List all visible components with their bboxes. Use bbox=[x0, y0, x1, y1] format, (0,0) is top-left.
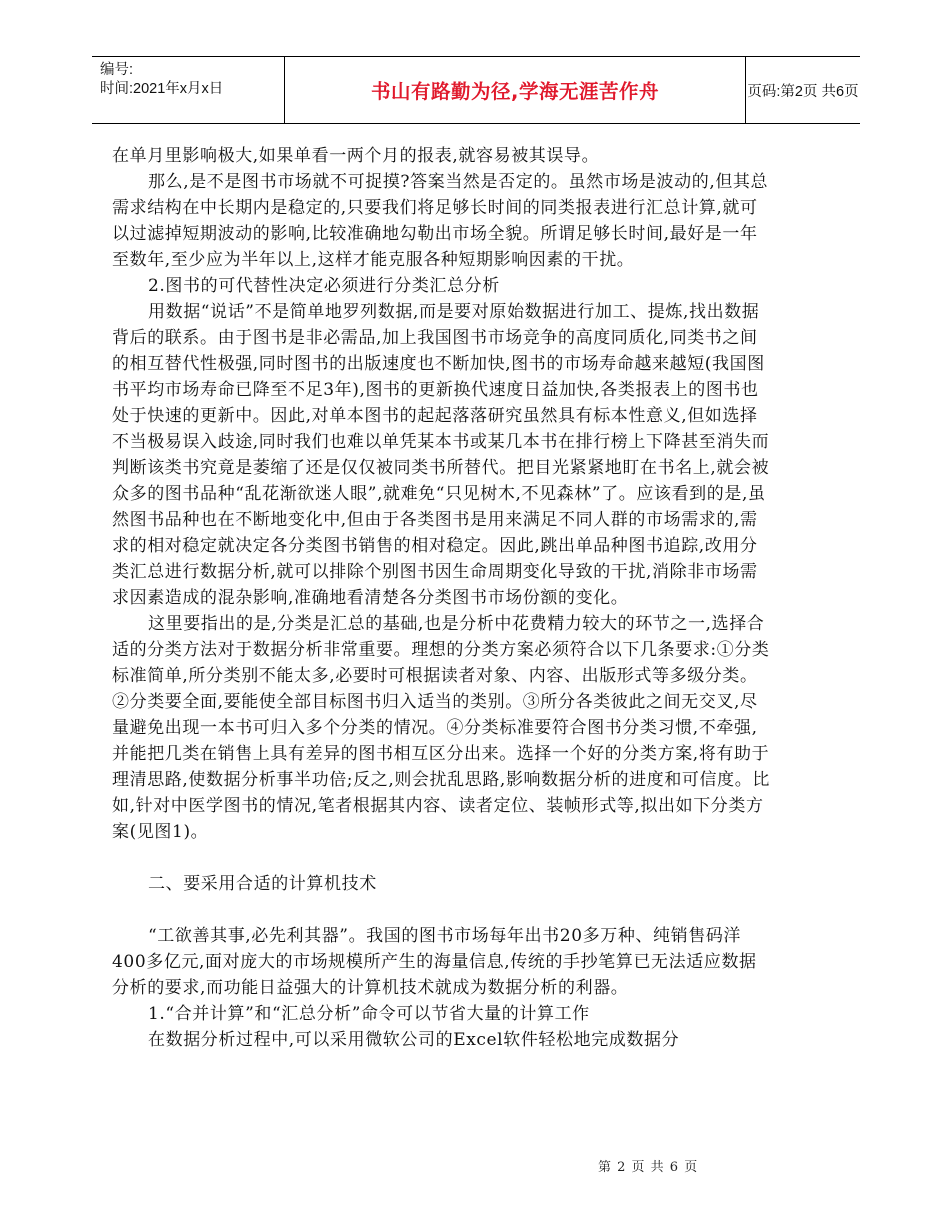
paragraph: 用数据“说话”不是简单地罗列数据,而是要对原始数据进行加工、提炼,找出数据背后的联系。由于图书是非必需品,加上我国图书市场竞争的高度同质化,同类书之间的相互替代性极强,同时图书的出版速度也不断加快,图书的市场寿命越来越短(我国图书平均市场寿命已降至不足3年),图书的更新换代速度日益加快,各类报表上的图书也处于快速的更新中。因此,对单本图书的起起落落研究虽然具有标本性意义,但如选择不当极易误入歧途,同时我们也难以单凭某本书或某几本书在排行榜上下降甚至消失而判断该类书究竟是萎缩了还是仅仅被同类书所替代。把目光紧紧地盯在书名上,就会被众多的图书品种“乱花渐欲迷人眼”,就难免“只见树木,不见森林”了。应该看到的是,虽然图书品种也在不断地变化中,但由于各类图书是用来满足不同人群的市场需求的,需求的相对稳定就决定各分类图书销售的相对稳定。因此,跳出单品种图书追踪,改用分类汇总进行数据分析,就可以排除个别图书因生命周期变化导致的干扰,消除非市场需求因素造成的混杂影响,准确地看清楚各分类图书市场份额的变化。 bbox=[112, 302, 770, 608]
paragraph: 这里要指出的是,分类是汇总的基础,也是分析中花费精力较大的环节之一,选择合适的分类方法对于数据分析非常重要。理想的分类方案必须符合以下几条要求:①分类标准简单,所分类别不能太多,必要时可根据读者对象、内容、出版形式等多级分类。②分类要全面,要能使全部目标图书归入适当的类别。③所分各类彼此之间无交叉,尽量避免出现一本书可归入多个分类的情况。④分类标准要符合图书分类习惯,不牵强,并能把几类在销售上具有差异的图书相互区分出来。选择一个好的分类方案,将有助于理清思路,使数据分析事半功倍;反之,则会扰乱思路,影响数据分析的进度和可信度。比如,针对中医学图书的情况,笔者根据其内容、读者定位、装帧形式等,拟出如下分类方案(见图1)。 bbox=[112, 614, 770, 842]
header-meta bbox=[92, 57, 284, 123]
paragraph: 那么,是不是图书市场就不可捉摸?答案当然是否定的。虽然市场是波动的,但其总需求结构在中长期内是稳定的,只要我们将足够长时间的同类报表进行汇总计算,就可以过滤掉短期波动的影响,比较准确地勾勒出市场全貌。所谓足够长时间,最好是一年至数年,至少应为半年以上,这样才能克服各种短期影响因素的干扰。 bbox=[112, 172, 769, 270]
chapter-heading: 二、要采用合适的计算机技术 bbox=[148, 874, 377, 894]
paragraph: 在数据分析过程中,可以采用微软公司的Excel软件轻松地完成数据分 bbox=[148, 1030, 680, 1050]
section-heading: 1.“合并计算”和“汇总分析”命令可以节省大量的计算工作 bbox=[148, 1004, 590, 1024]
header-motto: 书山有路勤为径,学海无涯苦作舟 bbox=[284, 57, 746, 123]
section-heading: 2.图书的可代替性决定必须进行分类汇总分析 bbox=[148, 276, 500, 296]
document-code-label: 编号: bbox=[100, 62, 134, 78]
header-page-number: 页码:第2页 共6页 bbox=[747, 83, 859, 100]
blank-line bbox=[112, 845, 772, 871]
document-body bbox=[112, 143, 772, 1053]
document-time-label: 时间:2021年x月x日 bbox=[100, 81, 224, 97]
blank-line bbox=[112, 897, 772, 923]
page-header bbox=[92, 56, 860, 124]
page-footer: 第 2 页 共 6 页 bbox=[598, 1160, 699, 1175]
paragraph: “工欲善其事,必先利其器”。我国的图书市场每年出书20多万种、纯销售码洋400多亿元,面对庞大的市场规模所产生的海量信息,传统的手抄笔算已无法适应数据分析的要求,而功能日益强大的计算机技术就成为数据分析的利器。 bbox=[112, 926, 757, 998]
paragraph-continuation: 在单月里影响极大,如果单看一两个月的报表,就容易被其误导。 bbox=[112, 146, 600, 166]
